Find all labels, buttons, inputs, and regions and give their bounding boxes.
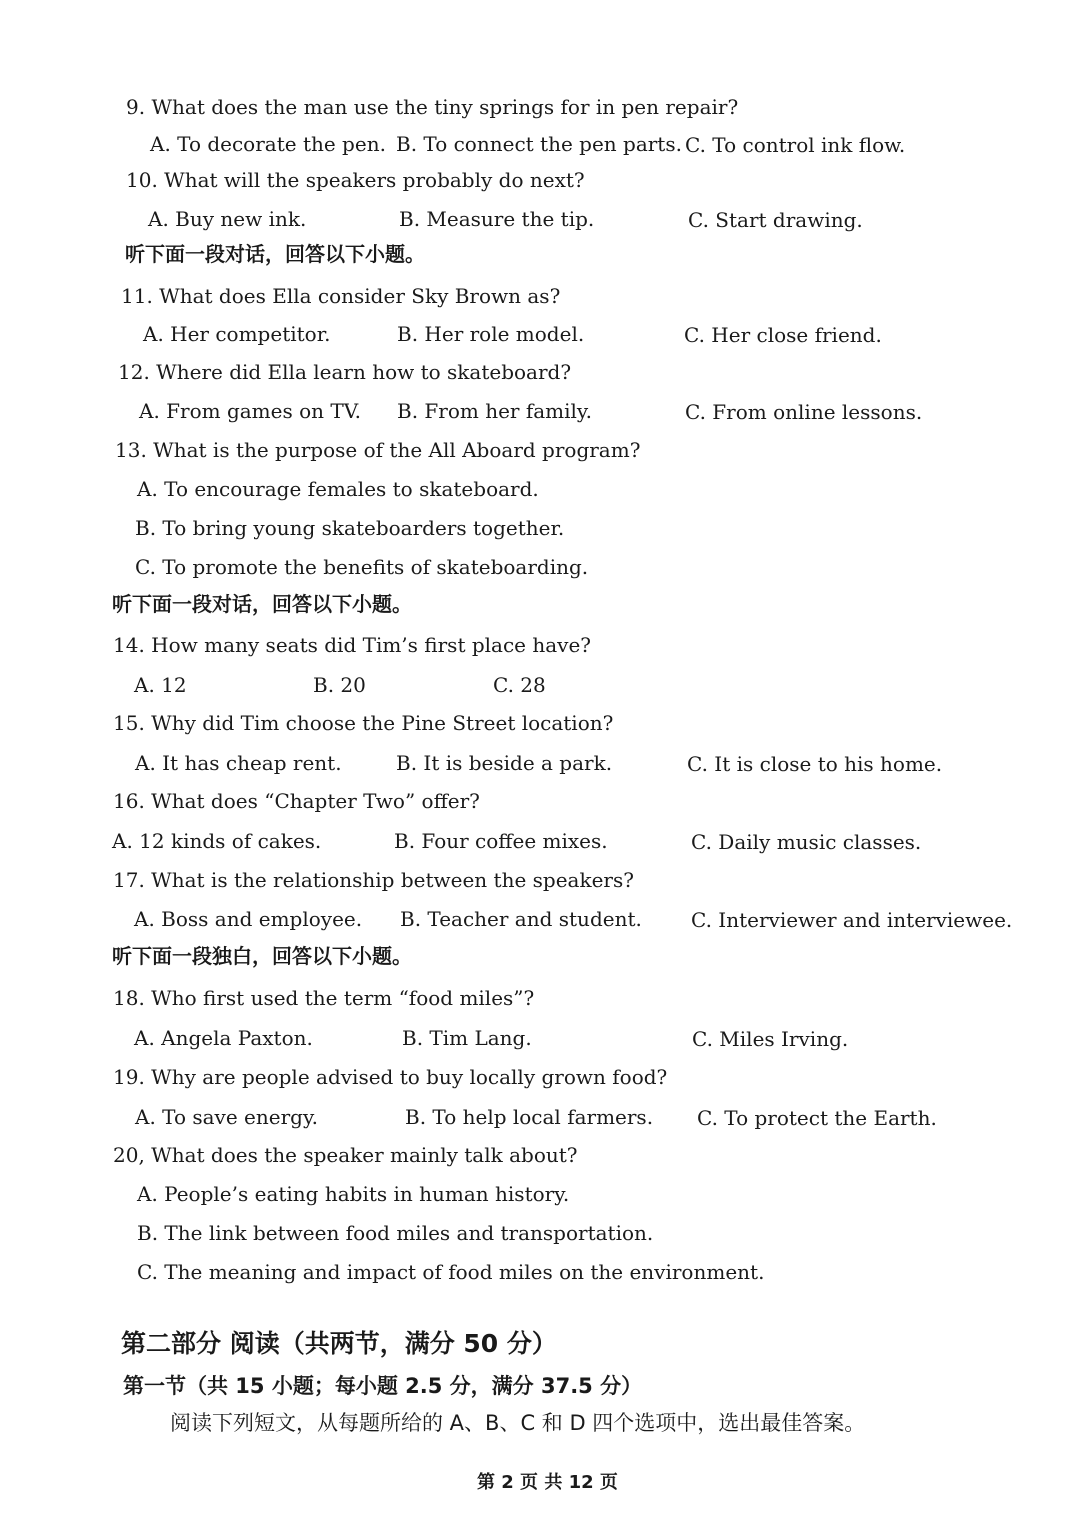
question-number: 17. [113,868,145,892]
question-number: 16. [113,789,145,813]
question-text: What does the man use the tiny springs for in pen repair? [151,95,739,119]
option-20c: C. The meaning and impact of food miles on the environment. [137,1260,765,1284]
question-number: 12. [118,360,150,384]
question-16 [113,787,480,815]
option-17b: B. Teacher and student. [400,907,642,931]
question-number: 11. [121,284,153,308]
question-number: 9. [126,95,146,119]
question-text: Where did Ella learn how to skateboard? [156,360,572,384]
option-14a: A. 12 [134,673,187,697]
option-12b: B. From her family. [397,399,592,423]
option-11c: C. Her close friend. [684,323,882,347]
question-number: 15. [113,711,145,735]
option-14b: B. 20 [313,673,366,697]
question-number: 14. [113,633,145,657]
listen-instruction-1: 听下面一段对话，回答以下小题。 [125,242,425,266]
option-17a: A. Boss and employee. [134,907,363,931]
option-16a: A. 12 kinds of cakes. [112,829,322,853]
question-text: What will the speakers probably do next? [164,168,585,192]
option-18b: B. Tim Lang. [402,1026,532,1050]
option-15a: A. It has cheap rent. [135,751,342,775]
option-10c: C. Start drawing. [688,208,863,232]
listen-monologue-instruction: 听下面一段独白，回答以下小题。 [112,944,412,968]
option-13b: B. To bring young skateboarders together. [135,516,565,540]
option-17c: C. Interviewer and interviewee. [691,908,1013,932]
question-text: What does the speaker mainly talk about? [151,1143,578,1167]
question-11 [121,282,560,310]
question-text: What does Ella consider Sky Brown as? [159,284,561,308]
option-11b: B. Her role model. [397,322,585,346]
option-12c: C. From online lessons. [685,400,923,424]
reading-instruction: 阅读下列短文，从每题所给的 A、B、C 和 D 四个选项中，选出最佳答案。 [170,1411,866,1435]
option-10a: A. Buy new ink. [148,207,307,231]
option-18c: C. Miles Irving. [692,1027,849,1051]
option-9c: C. To control ink flow. [685,133,906,157]
question-10 [126,166,585,194]
question-19 [113,1063,667,1091]
option-9a: A. To decorate the pen. [150,132,386,156]
option-16b: B. Four coffee mixes. [394,829,608,853]
question-number: 18. [113,986,145,1010]
question-18 [113,984,534,1012]
question-13 [115,436,640,464]
question-text: Why are people advised to buy locally grown food? [151,1065,668,1089]
option-19a: A. To save energy. [135,1105,318,1129]
question-text: What is the relationship between the speakers? [151,868,634,892]
option-13c: C. To promote the benefits of skateboarding. [135,555,589,579]
question-text: Why did Tim choose the Pine Street location? [151,711,614,735]
question-12 [118,358,571,386]
question-text: Who first used the term “food miles”? [151,986,535,1010]
page-footer: 第 2 页 共 12 页 [477,1472,618,1493]
option-12a: A. From games on TV. [139,399,362,423]
option-14c: C. 28 [493,673,546,697]
part-two-title: 第二部分 阅读（共两节，满分 50 分） [121,1329,557,1358]
option-16c: C. Daily music classes. [691,830,922,854]
option-15b: B. It is beside a park. [396,751,613,775]
option-10b: B. Measure the tip. [399,207,595,231]
question-number: 19. [113,1065,145,1089]
option-19b: B. To help local farmers. [405,1105,654,1129]
option-15c: C. It is close to his home. [687,752,943,776]
option-9b: B. To connect the pen parts. [396,132,682,156]
question-number: 10. [126,168,158,192]
question-text: What does “Chapter Two” offer? [151,789,480,813]
option-11a: A. Her competitor. [143,322,331,346]
option-18a: A. Angela Paxton. [134,1026,313,1050]
listen-instruction-2: 听下面一段对话，回答以下小题。 [112,592,412,616]
question-text: How many seats did Tim’s first place have? [151,633,592,657]
question-15 [113,709,613,737]
question-20 [113,1141,578,1169]
option-13a: A. To encourage females to skateboard. [137,477,539,501]
option-20b: B. The link between food miles and transportation. [137,1221,654,1245]
question-9 [126,93,738,121]
section-one-title: 第一节（共 15 小题；每小题 2.5 分，满分 37.5 分） [123,1374,643,1398]
question-14 [113,631,591,659]
question-17 [113,866,634,894]
option-20a: A. People’s eating habits in human history. [137,1182,570,1206]
option-19c: C. To protect the Earth. [697,1106,937,1130]
question-text: What is the purpose of the All Aboard program? [153,438,641,462]
question-number: 13. [115,438,147,462]
question-number: 20, [113,1143,145,1167]
